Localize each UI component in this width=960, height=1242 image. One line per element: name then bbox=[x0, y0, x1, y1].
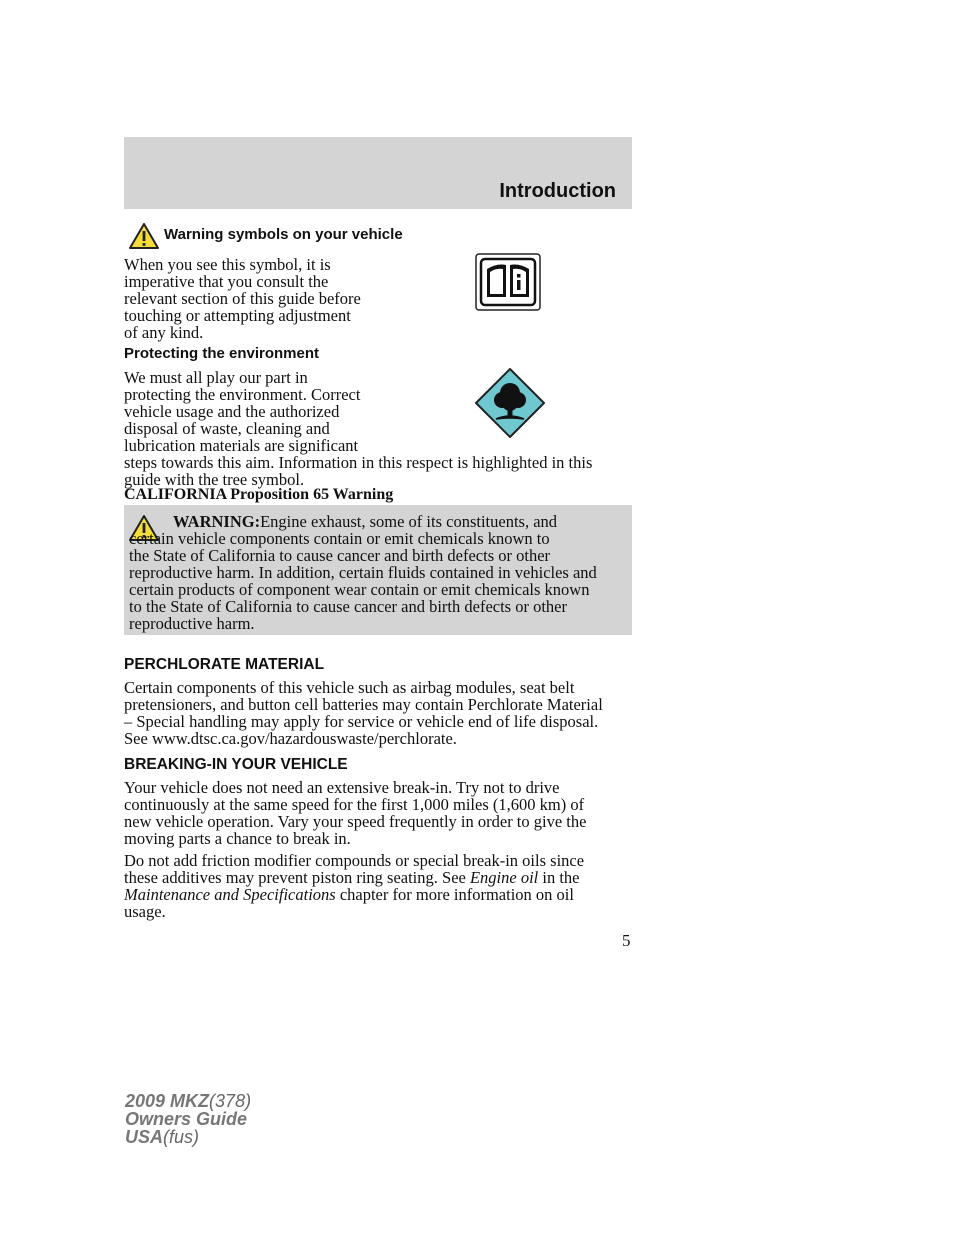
perchlorate-heading: PERCHLORATE MATERIAL bbox=[124, 656, 325, 673]
prop65-first-line bbox=[173, 513, 557, 530]
prop65-heading: CALIFORNIA Proposition 65 Warning bbox=[124, 486, 394, 503]
warning-triangle-icon bbox=[128, 222, 160, 250]
breakin-heading: BREAKING-IN YOUR VEHICLE bbox=[124, 756, 348, 773]
owners-guide-book-icon bbox=[475, 253, 541, 311]
prop65-first-text: Engine exhaust, some of its constituents, and bbox=[260, 512, 558, 531]
document-footer bbox=[125, 1092, 251, 1146]
prop65-text: certain vehicle components contain or emit chemicals known to the State of California to cause cancer and birth defects or other reproductive harm. In addition, certain fluids contained in vehicles and certain products of component wear contain or emit chemicals known to the State of California to cause cancer and birth defects or other reproductive harm. bbox=[129, 529, 597, 633]
footer-model-code: (378) bbox=[209, 1091, 252, 1111]
breakin-paragraph-2: Do not add friction modifier compounds or special break-in oils since these additives may prevent piston ring seating. See Engine oil in the Maintenance and Specifications chapter for more information on oil usage. bbox=[124, 851, 585, 921]
tree-symbol-icon bbox=[474, 367, 546, 439]
warning-symbols-heading: Warning symbols on your vehicle bbox=[164, 226, 403, 243]
page-number: 5 bbox=[622, 931, 631, 950]
footer-model: 2009 MKZ bbox=[125, 1091, 210, 1111]
environment-text: We must all play our part in protecting the environment. Correct vehicle usage and the authorized disposal of waste, cleaning and lubrication materials are significant steps towards this aim. Information in this respect is highlighted in this guide with the tree symbol. bbox=[124, 368, 593, 489]
warning-label: WARNING: bbox=[173, 512, 261, 531]
warning-symbols-text: When you see this symbol, it is imperative that you consult the relevant section of this guide before touching or attempting adjustment of any kind. bbox=[124, 255, 361, 342]
environment-heading: Protecting the environment bbox=[124, 345, 320, 362]
footer-region-code: (fus) bbox=[163, 1127, 200, 1147]
perchlorate-text: Certain components of this vehicle such as airbag modules, seat belt pretensioners, and button cell batteries may contain Perchlorate Material – Special handling may apply for service or vehicle end of life disposal. See www.dtsc.ca.gov/hazardouswaste/perchlorate. bbox=[124, 678, 603, 748]
footer-guide: Owners Guide bbox=[125, 1109, 248, 1129]
chapter-header-band bbox=[124, 137, 632, 209]
chapter-title: Introduction bbox=[499, 180, 616, 202]
breakin-paragraph-1: Your vehicle does not need an extensive break-in. Try not to drive continuously at the same speed for the first 1,000 miles (1,600 km) of new vehicle operation. Vary your speed frequently in order to give the moving parts a chance to break in. bbox=[124, 778, 587, 848]
maintenance-chapter-reference: Maintenance and Specifications bbox=[124, 885, 336, 904]
engine-oil-reference: Engine oil bbox=[469, 868, 539, 887]
footer-region: USA bbox=[125, 1127, 164, 1147]
